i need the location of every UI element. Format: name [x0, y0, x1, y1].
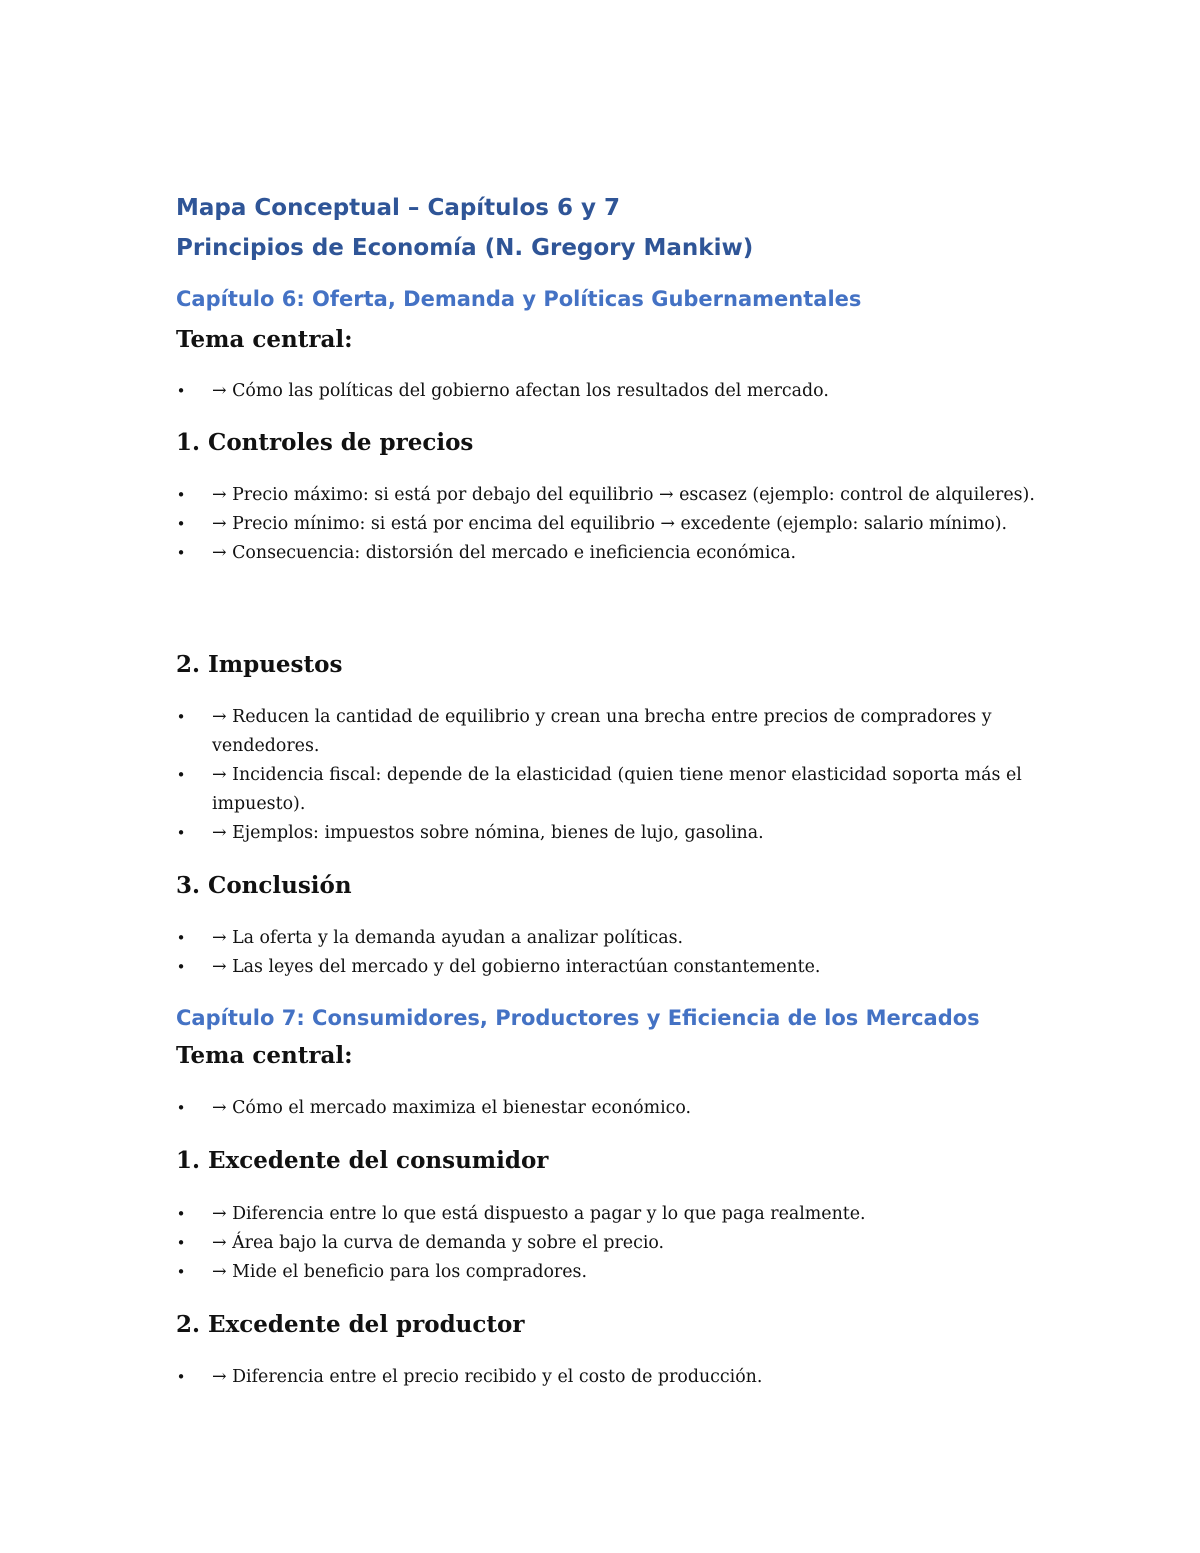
section-impuestos-heading: 2. Impuestos	[176, 651, 343, 678]
list-item: • → Diferencia entre lo que está dispuesto a pagar y lo que paga realmente.	[176, 1200, 1036, 1229]
bullet-icon: •	[176, 544, 186, 562]
list-item: • → Cómo las políticas del gobierno afectan los resultados del mercado.	[176, 377, 1036, 406]
bullet-icon: •	[176, 1099, 186, 1117]
section-conclusion-heading: 3. Conclusión	[176, 872, 352, 899]
list-item: • → Consecuencia: distorsión del mercado e ineficiencia económica.	[176, 539, 1036, 568]
chapter-6-tema-label: Tema central:	[176, 326, 353, 353]
bullet-icon: •	[176, 1205, 186, 1223]
bullet-icon: •	[176, 1234, 186, 1252]
document-subtitle: Principios de Economía (N. Gregory Mankiw)	[176, 235, 754, 261]
list-item: • → Reducen la cantidad de equilibrio y crean una brecha entre precios de compradores y vendedores.	[176, 703, 1036, 761]
chapter-7-tema-list	[176, 1094, 1036, 1123]
list-item: • → Cómo el mercado maximiza el bienestar económico.	[176, 1094, 1036, 1123]
bullet-icon: •	[176, 1263, 186, 1281]
bullet-icon: •	[176, 958, 186, 976]
chapter-7-tema-label: Tema central:	[176, 1042, 353, 1069]
list-item: • → Mide el beneficio para los compradores.	[176, 1258, 1036, 1287]
bullet-icon: •	[176, 382, 186, 400]
list-item: • → Incidencia fiscal: depende de la elasticidad (quien tiene menor elasticidad soporta más el impuesto).	[176, 761, 1036, 819]
chapter-7-heading: Capítulo 7: Consumidores, Productores y Eficiencia de los Mercados	[176, 1006, 980, 1030]
bullet-icon: •	[176, 486, 186, 504]
section-excedente-consumidor-list	[176, 1200, 1036, 1287]
section-controles-de-precios-heading: 1. Controles de precios	[176, 429, 474, 456]
list-item: • → Área bajo la curva de demanda y sobre el precio.	[176, 1229, 1036, 1258]
list-item: • → Diferencia entre el precio recibido y el costo de producción.	[176, 1363, 1036, 1392]
bullet-icon: •	[176, 766, 186, 784]
bullet-icon: •	[176, 1368, 186, 1386]
chapter-6-tema-list	[176, 377, 1036, 406]
bullet-icon: •	[176, 929, 186, 947]
section-excedente-productor-heading: 2. Excedente del productor	[176, 1311, 525, 1338]
bullet-icon: •	[176, 515, 186, 533]
section-impuestos-list	[176, 703, 1036, 848]
section-excedente-productor-list	[176, 1363, 1036, 1392]
document-title: Mapa Conceptual – Capítulos 6 y 7	[176, 195, 620, 221]
section-controles-de-precios-list	[176, 481, 1036, 568]
list-item: • → Precio máximo: si está por debajo del equilibrio → escasez (ejemplo: control de alquileres).	[176, 481, 1036, 510]
bullet-icon: •	[176, 708, 186, 726]
section-excedente-consumidor-heading: 1. Excedente del consumidor	[176, 1147, 549, 1174]
list-item: • → Precio mínimo: si está por encima del equilibrio → excedente (ejemplo: salario mínimo).	[176, 510, 1036, 539]
list-item: • → La oferta y la demanda ayudan a analizar políticas.	[176, 924, 1036, 953]
bullet-icon: •	[176, 824, 186, 842]
section-conclusion-list	[176, 924, 1036, 982]
list-item: • → Ejemplos: impuestos sobre nómina, bienes de lujo, gasolina.	[176, 819, 1036, 848]
chapter-6-heading: Capítulo 6: Oferta, Demanda y Políticas Gubernamentales	[176, 287, 862, 311]
list-item: • → Las leyes del mercado y del gobierno interactúan constantemente.	[176, 953, 1036, 982]
